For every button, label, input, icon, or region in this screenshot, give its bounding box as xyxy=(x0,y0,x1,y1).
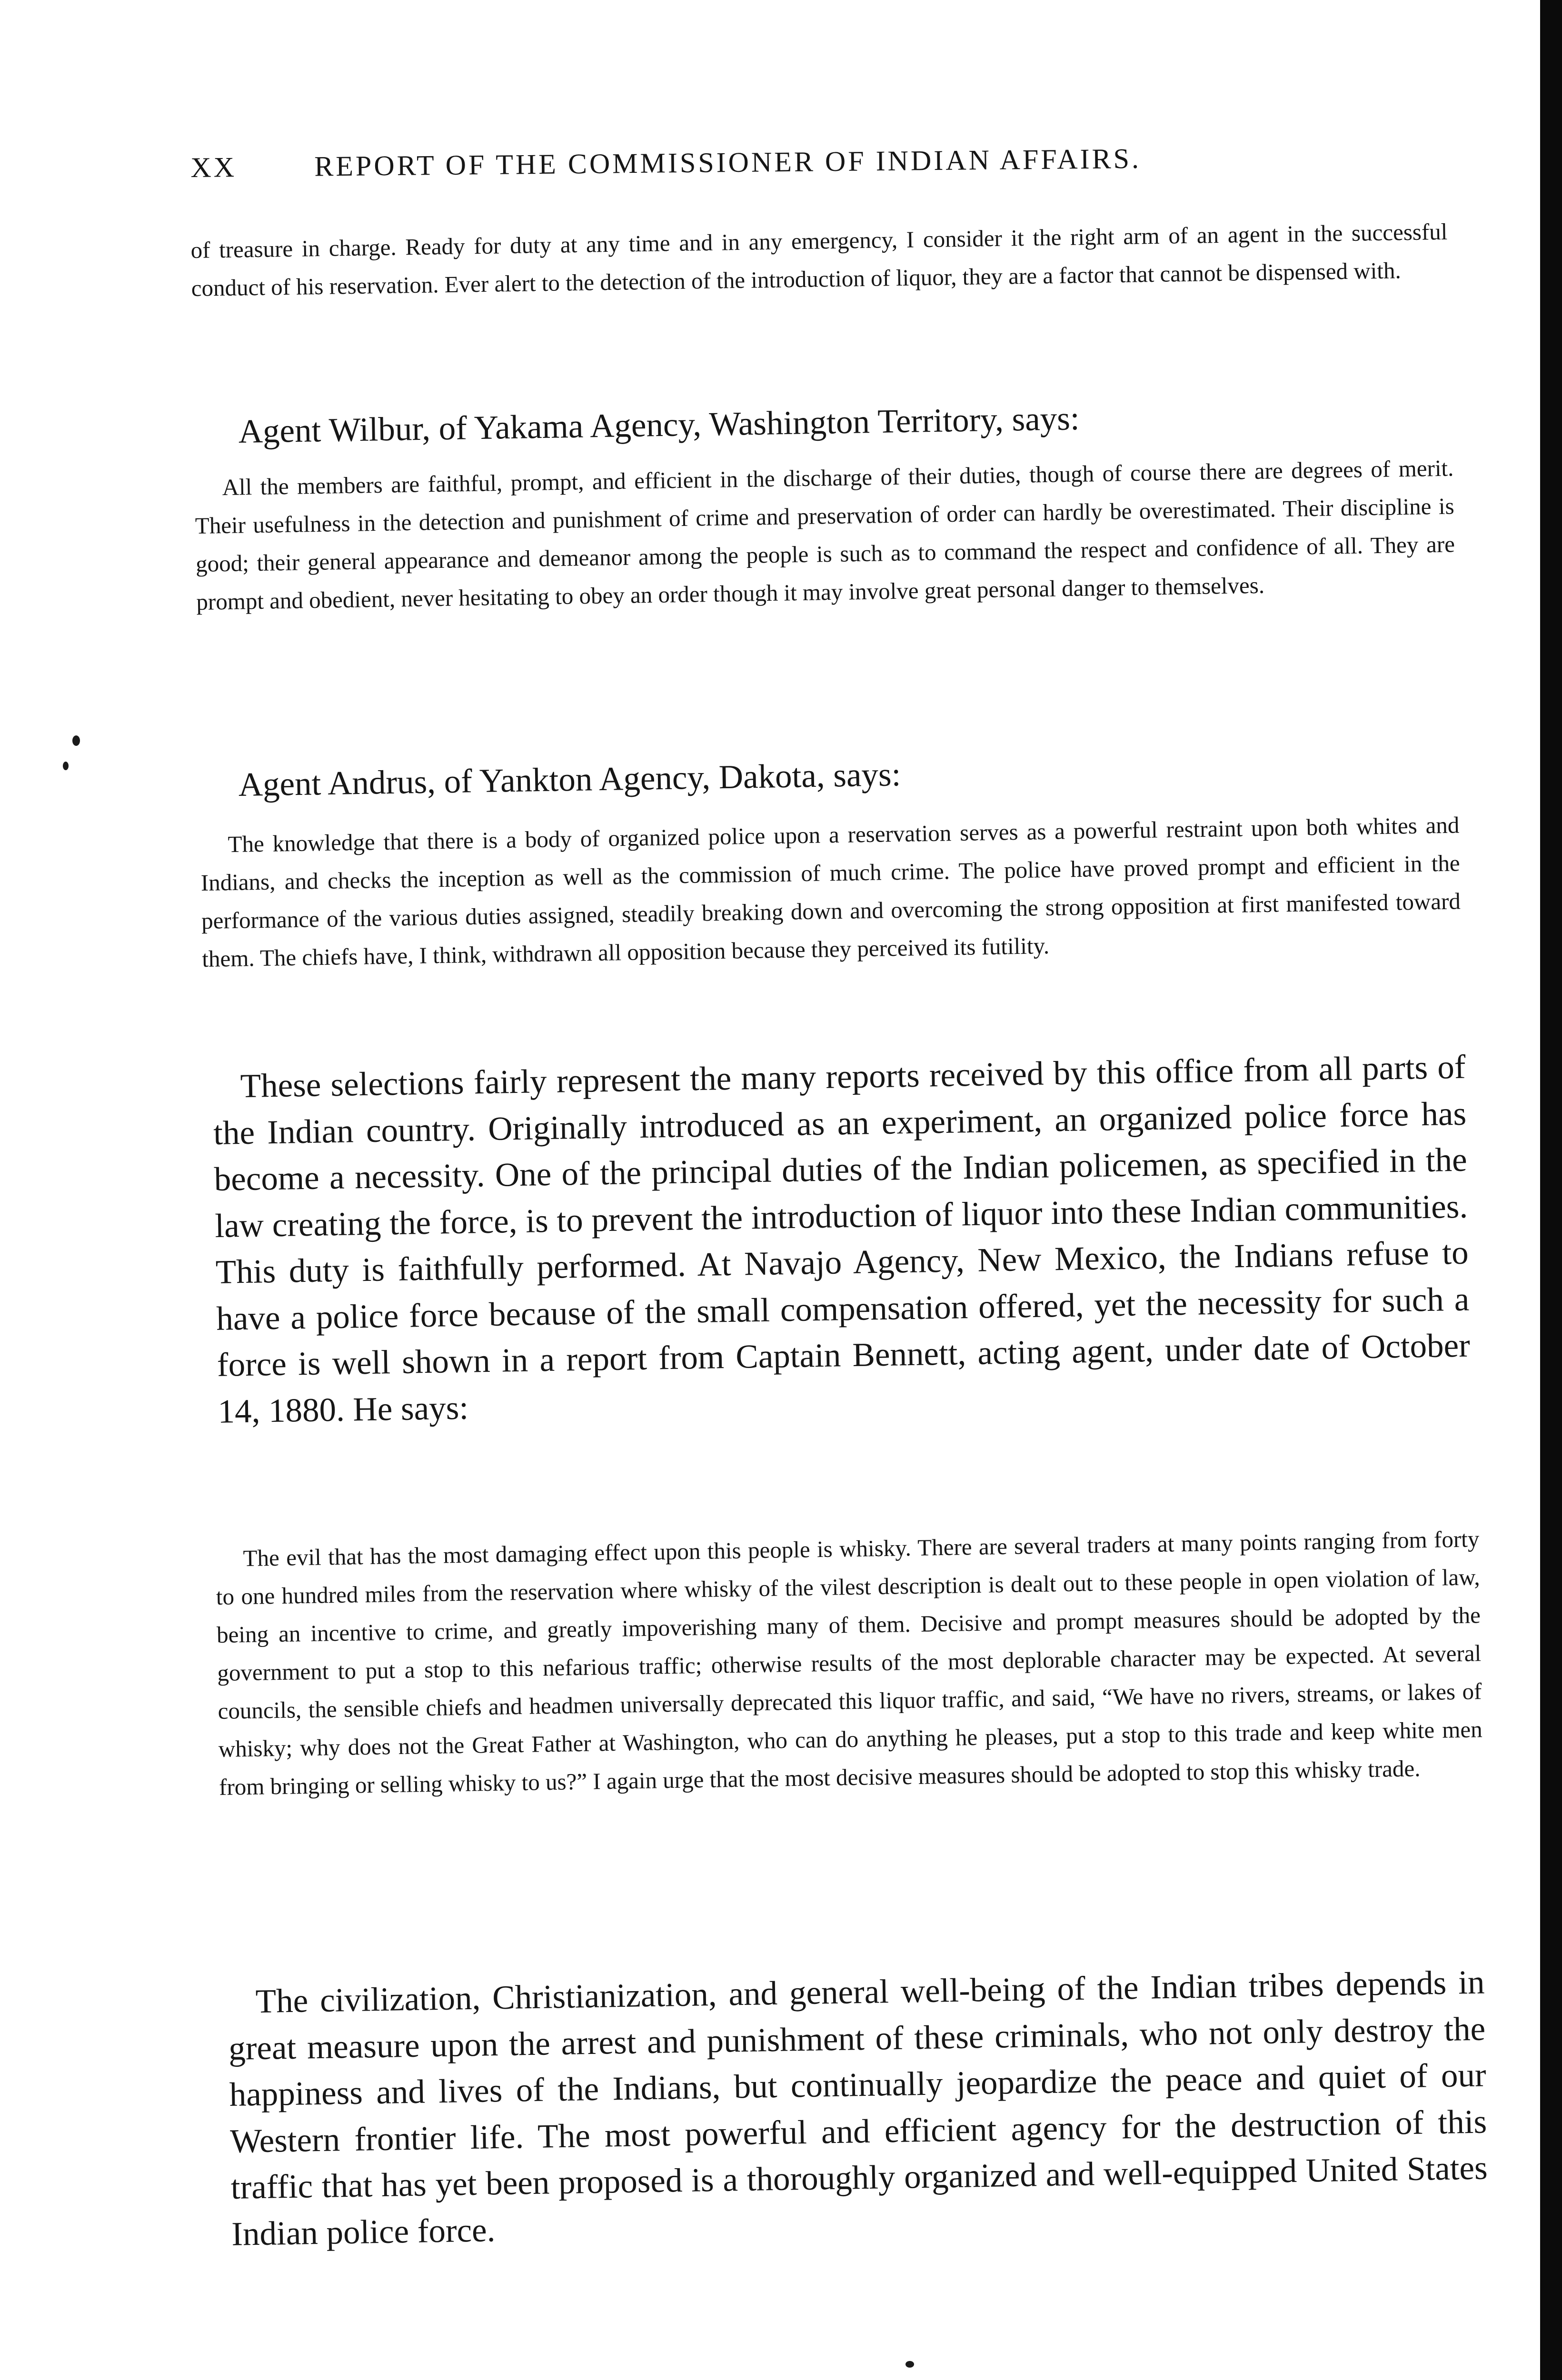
page-number: XX xyxy=(190,151,237,183)
wilbur-quote: All the members are faithful, prompt, and efficient in the discharge of their duties, though of course there are degrees of merit. Their usefulness in the detection and punishment of crime and preservation of order can hardly be overestimated. Their discipline is good; their general appearance and demeanor among the people is such as to command the respect and confidence of all. They are prompt and obedient, never hesitating to obey an order though it may involve great personal danger to themselves. xyxy=(195,455,1455,615)
wilbur-intro: Agent Wilbur, of Yakama Agency, Washington Territory, says: xyxy=(238,400,1080,450)
body-paragraph-1: These selections fairly represent the many reports received by this office from all parts of the Indian country. Originally introduced as an experiment, an organized police force has become a necessity. One of the principal duties of the Indian policemen, as specified in the law creating the force, is to prevent the introduction of liquor into these Indian communities. This duty is faithfully performed. At Navajo Agency, New Mexico, the Indians refuse to have a police force because of the small compensation offered, yet the necessity for such a force is well shown in a report from Captain Bennett, acting agent, under date of October 14, 1880. He says: xyxy=(213,1048,1471,1430)
andrus-intro: Agent Andrus, of Yankton Agency, Dakota, says: xyxy=(238,756,901,803)
running-title: REPORT OF THE COMMISSIONER OF INDIAN AFFAIRS. xyxy=(314,142,1142,182)
running-header xyxy=(190,140,1367,184)
andrus-quote: The knowledge that there is a body of organized police upon a reservation serves as a powerful restraint upon both whites and Indians, and checks the inception as well as the commission of much crime. The police have proved prompt and efficient in the performance of the various duties assigned, steadily breaking down and overcoming the strong opposition at first manifested toward them. The chiefs have, I think, withdrawn all opposition because they perceived its futility. xyxy=(200,812,1461,972)
scan-border-right xyxy=(1540,0,1562,2380)
ink-speck xyxy=(905,2361,914,2368)
body-paragraph-2: The civilization, Christianization, and general well-being of the Indian tribes depends in great measure upon the arrest and punishment of these criminals, who not only destroy the happiness and lives of the Indians, but continually jeopardize the peace and quiet of our Western frontier life. The most powerful and efficient agency for the destruction of this traffic that has yet been proposed is a thoroughly organized and well-equipped United States Indian police force. xyxy=(228,1964,1488,2253)
ink-speck xyxy=(72,735,80,746)
bennett-quote: The evil that has the most damaging effect upon this people is whisky. There are several traders at many points ranging from forty to one hundred miles from the reservation where whisky of the vilest description is dealt out to these people in open violation of law, being an incentive to crime, and greatly impoverishing many of them. Decisive and prompt measures should be adopted by the government to put a stop to this nefarious traffic; otherwise results of the most deplorable character may be expected. At several councils, the sensible chiefs and headmen universally deprecated this liquor traffic, and said, “We have no rivers, streams, or lakes of whisky; why does not the Great Father at Washington, who can do anything he pleases, put a stop to this trade and keep white men from bringing or selling whisky to us?” I again urge that the most decisive measures should be adopted to stop this whisky trade. xyxy=(216,1526,1483,1800)
continuation-paragraph: of treasure in charge. Ready for duty at any time and in any emergency, I consider it the right arm of an agent in the successful conduct of his reservation. Ever alert to the detection of the introduction of liquor, they are a factor that cannot be dispensed with. xyxy=(190,218,1448,301)
ink-speck xyxy=(63,762,69,770)
